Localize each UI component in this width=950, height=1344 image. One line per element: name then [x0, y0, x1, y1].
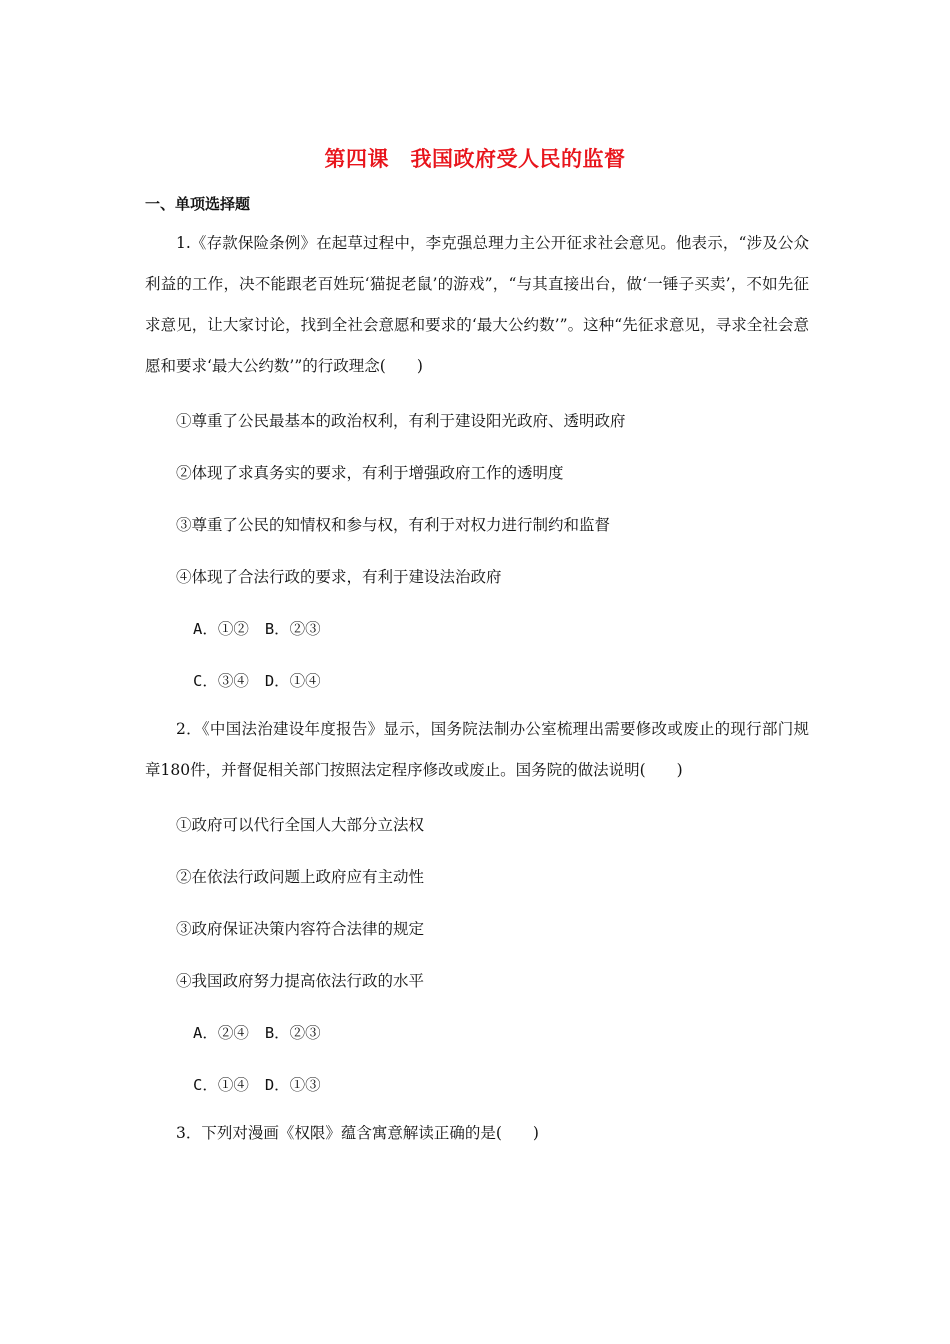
page-title: 第四课 我国政府受人民的监督	[324, 147, 626, 171]
question-2-statement-2: ②在依法行政问题上政府应有主动性	[176, 868, 425, 886]
question-1-options-row-2	[193, 669, 321, 691]
question-1-option-a[interactable]: A．①②	[193, 620, 249, 638]
question-2-option-b[interactable]: B．②③	[264, 1024, 321, 1042]
question-1-options-row-1	[193, 617, 321, 639]
question-1-option-b[interactable]: B．②③	[264, 620, 321, 638]
question-1-stem: 1.《存款保险条例》在起草过程中，李克强总理力主公开征求社会意见。他表示，“涉及公众利益的工作，决不能跟老百姓玩‘猫捉老鼠’的游戏”，“与其直接出台，做‘一锤子买卖’，不如先征求意见，让大家讨论，找到全社会意愿和要求的‘最大公约数’”。这种“先征求意见，寻求全社会意愿和要求‘最大公约数’”的行政理念( )	[145, 234, 809, 375]
question-2-options-row-2	[193, 1073, 321, 1095]
question-3-stem: 3．下列对漫画《权限》蕴含寓意解读正确的是( )	[176, 1124, 539, 1142]
question-1-statement-4: ④体现了合法行政的要求，有利于建设法治政府	[176, 568, 502, 586]
question-2-statement-4: ④我国政府努力提高依法行政的水平	[176, 972, 425, 990]
question-1-option-d[interactable]: D．①④	[264, 672, 321, 690]
question-2-options-row-1	[193, 1021, 321, 1043]
section-heading: 一、单项选择题	[145, 195, 251, 213]
question-2-option-d[interactable]: D．①③	[264, 1076, 321, 1094]
question-2-option-c[interactable]: C．①④	[193, 1076, 249, 1094]
question-1-statement-2: ②体现了求真务实的要求，有利于增强政府工作的透明度	[176, 464, 564, 482]
question-1-option-c[interactable]: C．③④	[193, 672, 249, 690]
question-1-statement-3: ③尊重了公民的知情权和参与权，有利于对权力进行制约和监督	[176, 516, 611, 534]
question-2-option-a[interactable]: A．②④	[193, 1024, 249, 1042]
question-1-statement-1: ①尊重了公民最基本的政治权利，有利于建设阳光政府、透明政府	[176, 412, 626, 430]
question-2-statement-3: ③政府保证决策内容符合法律的规定	[176, 920, 425, 938]
question-2-stem: 2．《中国法治建设年度报告》显示，国务院法制办公室梳理出需要修改或废止的现行部门规章180件，并督促相关部门按照法定程序修改或废止。国务院的做法说明( )	[145, 720, 809, 779]
question-2-statement-1: ①政府可以代行全国人大部分立法权	[176, 816, 425, 834]
